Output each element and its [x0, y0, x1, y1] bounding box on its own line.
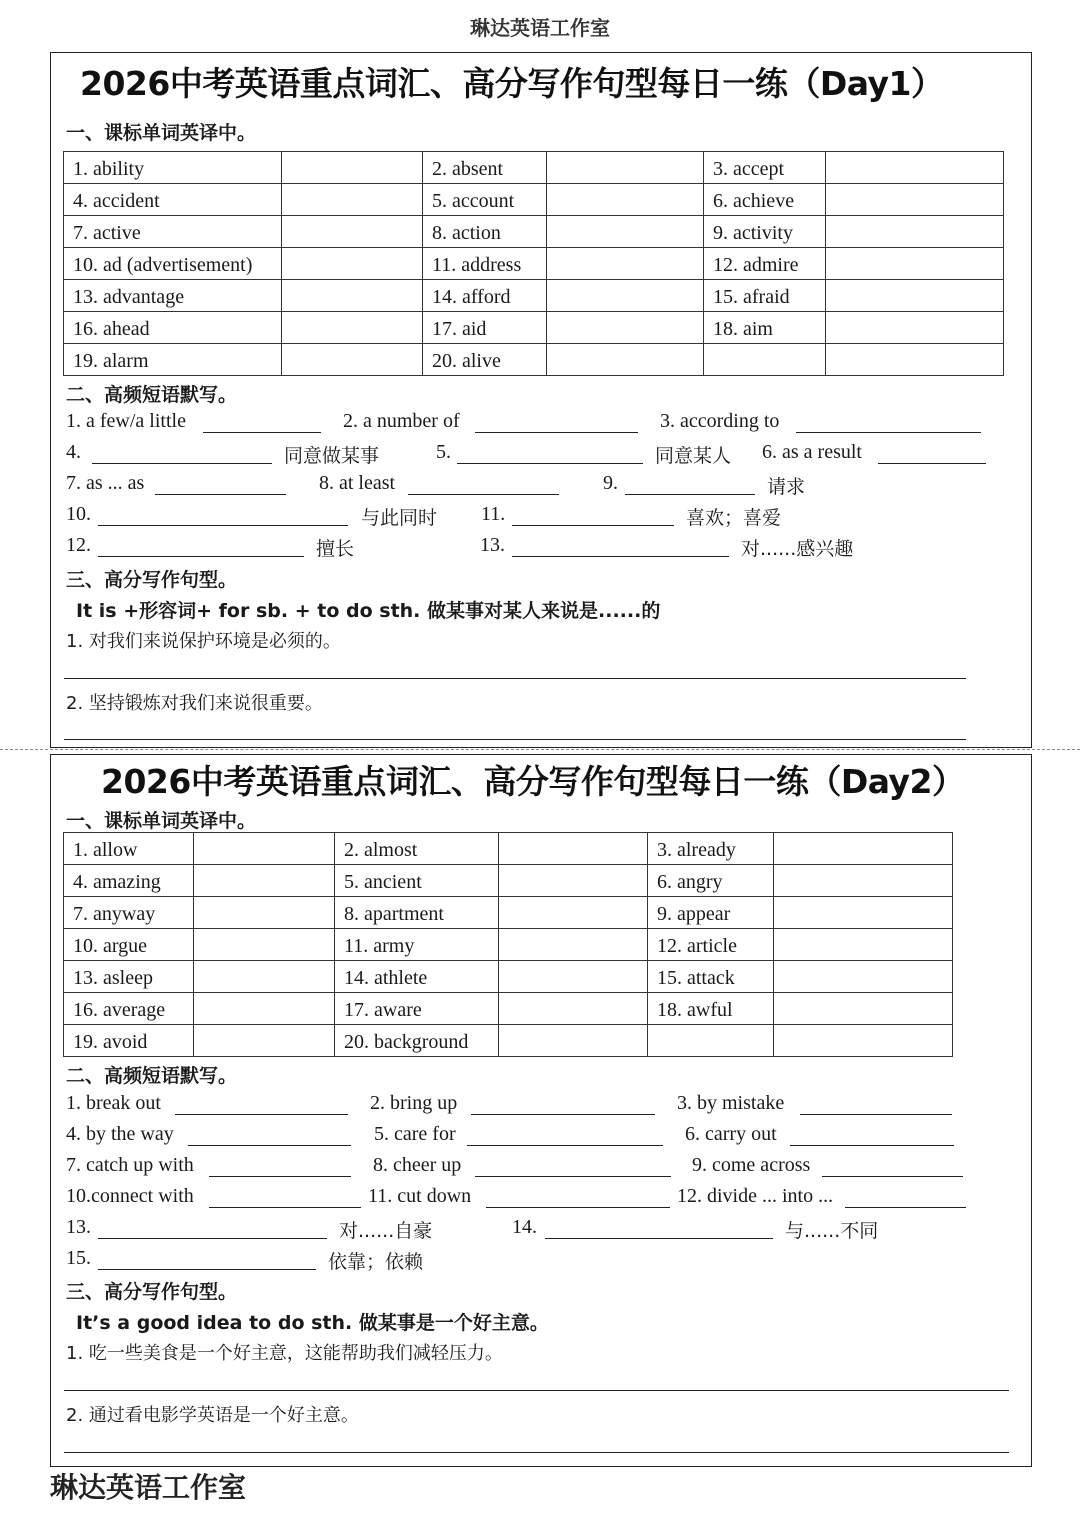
day1-answer-line-2[interactable] — [64, 739, 966, 740]
phrase-1: 1. a few/a little — [66, 410, 186, 432]
phrase-11-blank[interactable] — [512, 525, 674, 526]
phrase-8-blank[interactable] — [408, 494, 559, 495]
answer-cell[interactable] — [194, 897, 335, 929]
answer-cell[interactable] — [547, 280, 704, 312]
answer-cell[interactable] — [194, 993, 335, 1025]
phrase-4: 4. — [66, 441, 81, 463]
phrase-14-blank[interactable] — [545, 1238, 773, 1239]
phrase-9: 9. — [603, 472, 618, 494]
vocab-word: 14. afford — [423, 280, 547, 312]
answer-cell[interactable] — [774, 865, 953, 897]
vocab-word: 15. afraid — [704, 280, 826, 312]
answer-cell[interactable] — [826, 216, 1004, 248]
vocab-word: 13. asleep — [64, 961, 194, 993]
vocab-word: 18. aim — [704, 312, 826, 344]
day2-answer-line-1[interactable] — [64, 1390, 1009, 1391]
phrase-5: 5. — [436, 441, 451, 463]
vocab-word: 7. anyway — [64, 897, 194, 929]
phrase-3-blank[interactable] — [796, 432, 981, 433]
vocab-word: 5. ancient — [335, 865, 499, 897]
phrase-2-blank[interactable] — [471, 1114, 655, 1115]
phrase-2: 2. bring up — [370, 1092, 458, 1114]
table-row — [64, 929, 953, 961]
phrase-8: 8. cheer up — [373, 1154, 462, 1176]
phrase-11-blank[interactable] — [486, 1207, 670, 1208]
phrase-2: 2. a number of — [343, 410, 460, 432]
answer-cell[interactable] — [499, 993, 648, 1025]
vocab-word: 4. accident — [64, 184, 282, 216]
answer-cell[interactable] — [774, 1025, 953, 1057]
phrase-10-meaning: 与此同时 — [361, 507, 438, 529]
phrase-10-blank[interactable] — [98, 525, 348, 526]
phrase-1: 1. break out — [66, 1092, 161, 1114]
answer-cell[interactable] — [826, 184, 1004, 216]
vocab-word: 3. accept — [704, 152, 826, 184]
table-row — [64, 184, 1004, 216]
table-row — [64, 344, 1004, 376]
phrase-6-blank[interactable] — [790, 1145, 954, 1146]
phrase-13: 13. — [66, 1216, 91, 1238]
answer-cell[interactable] — [194, 929, 335, 961]
vocab-word: 13. advantage — [64, 280, 282, 312]
answer-cell[interactable] — [282, 344, 423, 376]
vocab-word: 11. army — [335, 929, 499, 961]
phrase-9-blank[interactable] — [625, 494, 755, 495]
phrase-13-blank[interactable] — [98, 1238, 327, 1239]
answer-cell[interactable] — [282, 280, 423, 312]
vocab-word: 18. awful — [648, 993, 774, 1025]
vocab-word: 1. allow — [64, 833, 194, 865]
day2-sentence-pattern: It’s a good idea to do sth. 做某事是一个好主意。 — [76, 1312, 549, 1334]
vocab-word: 5. account — [423, 184, 547, 216]
answer-cell[interactable] — [547, 216, 704, 248]
phrase-14: 14. — [512, 1216, 537, 1238]
phrase-11: 11. cut down — [368, 1185, 472, 1207]
phrase-11: 11. — [481, 503, 506, 525]
phrase-13-meaning: 对......感兴趣 — [741, 538, 854, 560]
phrase-3-blank[interactable] — [800, 1114, 952, 1115]
phrase-3: 3. according to — [660, 410, 780, 432]
day2-question-2: 2. 通过看电影学英语是一个好主意。 — [66, 1405, 359, 1426]
table-row — [64, 280, 1004, 312]
phrase-14-meaning: 与......不同 — [785, 1220, 879, 1242]
answer-cell[interactable] — [774, 897, 953, 929]
answer-cell[interactable] — [547, 312, 704, 344]
answer-cell[interactable] — [194, 961, 335, 993]
vocab-word: 2. absent — [423, 152, 547, 184]
phrase-9-blank[interactable] — [822, 1176, 963, 1177]
answer-cell[interactable] — [282, 312, 423, 344]
answer-cell[interactable] — [282, 184, 423, 216]
vocab-word: 20. alive — [423, 344, 547, 376]
phrase-9: 9. come across — [692, 1154, 811, 1176]
answer-cell[interactable] — [499, 961, 648, 993]
answer-cell[interactable] — [826, 312, 1004, 344]
answer-cell[interactable] — [774, 929, 953, 961]
phrase-15-meaning: 依靠；依赖 — [328, 1251, 424, 1273]
vocab-word: 2. almost — [335, 833, 499, 865]
phrase-5: 5. care for — [374, 1123, 456, 1145]
day2-section1-heading: 一、课标单词英译中。 — [66, 810, 257, 832]
phrase-4-blank[interactable] — [188, 1145, 351, 1146]
answer-cell[interactable] — [194, 1025, 335, 1057]
phrase-10: 10. — [66, 503, 91, 525]
answer-cell[interactable] — [499, 929, 648, 961]
day2-question-1: 1. 吃一些美食是一个好主意，这能帮助我们减轻压力。 — [66, 1343, 503, 1364]
phrase-12-meaning: 擅长 — [316, 538, 355, 560]
day2-section2-heading: 二、高频短语默写。 — [66, 1065, 238, 1087]
day2-section3-heading: 三、高分写作句型。 — [66, 1281, 238, 1303]
phrase-6: 6. carry out — [685, 1123, 777, 1145]
answer-cell[interactable] — [826, 152, 1004, 184]
phrase-13-blank[interactable] — [512, 556, 729, 557]
vocab-word — [704, 344, 826, 376]
day1-sentence-pattern: It is +形容词+ for sb. + to do sth. 做某事对某人来说是......的 — [76, 600, 661, 622]
page-divider — [0, 749, 1080, 750]
answer-cell[interactable] — [499, 1025, 648, 1057]
vocab-word: 8. action — [423, 216, 547, 248]
table-row — [64, 897, 953, 929]
answer-cell[interactable] — [826, 280, 1004, 312]
table-row — [64, 312, 1004, 344]
phrase-13-meaning: 对......自豪 — [339, 1220, 433, 1242]
phrase-8-blank[interactable] — [475, 1176, 671, 1177]
vocab-word: 19. alarm — [64, 344, 282, 376]
answer-cell[interactable] — [499, 897, 648, 929]
day1-section2-heading: 二、高频短语默写。 — [66, 384, 238, 406]
answer-cell[interactable] — [774, 961, 953, 993]
phrase-12: 12. — [66, 534, 91, 556]
day2-title: 2026中考英语重点词汇、高分写作句型每日一练（Day2） — [101, 762, 965, 801]
answer-cell[interactable] — [774, 993, 953, 1025]
answer-cell[interactable] — [194, 865, 335, 897]
vocab-word: 9. appear — [648, 897, 774, 929]
day1-title: 2026中考英语重点词汇、高分写作句型每日一练（Day1） — [80, 64, 944, 103]
vocab-word — [648, 1025, 774, 1057]
answer-cell[interactable] — [499, 865, 648, 897]
vocab-word: 16. ahead — [64, 312, 282, 344]
phrase-15-blank[interactable] — [98, 1269, 316, 1270]
day1-section3-heading: 三、高分写作句型。 — [66, 569, 238, 591]
phrase-10: 10.connect with — [66, 1185, 194, 1207]
table-row — [64, 865, 953, 897]
vocab-word: 10. argue — [64, 929, 194, 961]
phrase-7-blank[interactable] — [209, 1176, 351, 1177]
phrase-5-meaning: 同意某人 — [655, 445, 732, 467]
phrase-4-blank[interactable] — [92, 463, 272, 464]
phrase-12-blank[interactable] — [845, 1207, 966, 1208]
phrase-11-meaning: 喜欢；喜爱 — [686, 507, 782, 529]
vocab-word: 19. avoid — [64, 1025, 194, 1057]
answer-cell[interactable] — [194, 833, 335, 865]
phrase-12: 12. divide ... into ... — [677, 1185, 834, 1207]
table-row — [64, 1025, 953, 1057]
studio-name-header: 琳达英语工作室 — [470, 16, 610, 40]
vocab-word: 15. attack — [648, 961, 774, 993]
table-row — [64, 833, 953, 865]
phrase-15: 15. — [66, 1247, 91, 1269]
phrase-7: 7. catch up with — [66, 1154, 194, 1176]
vocab-word: 8. apartment — [335, 897, 499, 929]
answer-cell[interactable] — [282, 152, 423, 184]
vocab-word: 14. athlete — [335, 961, 499, 993]
phrase-1-blank[interactable] — [175, 1114, 348, 1115]
table-row — [64, 216, 1004, 248]
phrase-1-blank[interactable] — [203, 432, 321, 433]
day1-vocab-table — [63, 151, 1004, 376]
phrase-6: 6. as a result — [762, 441, 862, 463]
phrase-6-blank[interactable] — [878, 463, 986, 464]
answer-cell[interactable] — [826, 344, 1004, 376]
table-row — [64, 152, 1004, 184]
answer-cell[interactable] — [774, 833, 953, 865]
vocab-word: 6. achieve — [704, 184, 826, 216]
vocab-word: 12. article — [648, 929, 774, 961]
day1-question-2: 2. 坚持锻炼对我们来说很重要。 — [66, 693, 323, 714]
answer-cell[interactable] — [547, 184, 704, 216]
vocab-word: 10. ad (advertisement) — [64, 248, 282, 280]
vocab-word: 3. already — [648, 833, 774, 865]
studio-name-footer: 琳达英语工作室 — [50, 1471, 247, 1504]
answer-cell[interactable] — [547, 152, 704, 184]
vocab-word: 17. aware — [335, 993, 499, 1025]
vocab-word: 20. background — [335, 1025, 499, 1057]
answer-cell[interactable] — [499, 833, 648, 865]
phrase-5-blank[interactable] — [467, 1145, 663, 1146]
day1-answer-line-1[interactable] — [64, 678, 966, 679]
table-row — [64, 248, 1004, 280]
table-row — [64, 993, 953, 1025]
day1-question-1: 1. 对我们来说保护环境是必须的。 — [66, 631, 341, 652]
vocab-word: 17. aid — [423, 312, 547, 344]
vocab-word: 7. active — [64, 216, 282, 248]
table-row — [64, 961, 953, 993]
vocab-word: 9. activity — [704, 216, 826, 248]
phrase-2-blank[interactable] — [475, 432, 638, 433]
vocab-word: 12. admire — [704, 248, 826, 280]
phrase-12-blank[interactable] — [98, 556, 304, 557]
vocab-word: 1. ability — [64, 152, 282, 184]
phrase-4: 4. by the way — [66, 1123, 174, 1145]
vocab-word: 16. average — [64, 993, 194, 1025]
vocab-word: 4. amazing — [64, 865, 194, 897]
phrase-7: 7. as ... as — [66, 472, 145, 494]
phrase-13: 13. — [480, 534, 505, 556]
answer-cell[interactable] — [547, 248, 704, 280]
answer-cell[interactable] — [282, 216, 423, 248]
phrase-3: 3. by mistake — [677, 1092, 785, 1114]
day1-section1-heading: 一、课标单词英译中。 — [66, 122, 257, 144]
phrase-4-meaning: 同意做某事 — [284, 445, 380, 467]
phrase-5-blank[interactable] — [457, 463, 643, 464]
answer-cell[interactable] — [282, 248, 423, 280]
phrase-10-blank[interactable] — [209, 1207, 361, 1208]
phrase-8: 8. at least — [319, 472, 396, 494]
vocab-word: 6. angry — [648, 865, 774, 897]
phrase-7-blank[interactable] — [155, 494, 286, 495]
vocab-word: 11. address — [423, 248, 547, 280]
day2-vocab-table — [63, 832, 953, 1057]
phrase-9-meaning: 请求 — [767, 476, 806, 498]
answer-cell[interactable] — [547, 344, 704, 376]
answer-cell[interactable] — [826, 248, 1004, 280]
day2-answer-line-2[interactable] — [64, 1452, 1009, 1453]
